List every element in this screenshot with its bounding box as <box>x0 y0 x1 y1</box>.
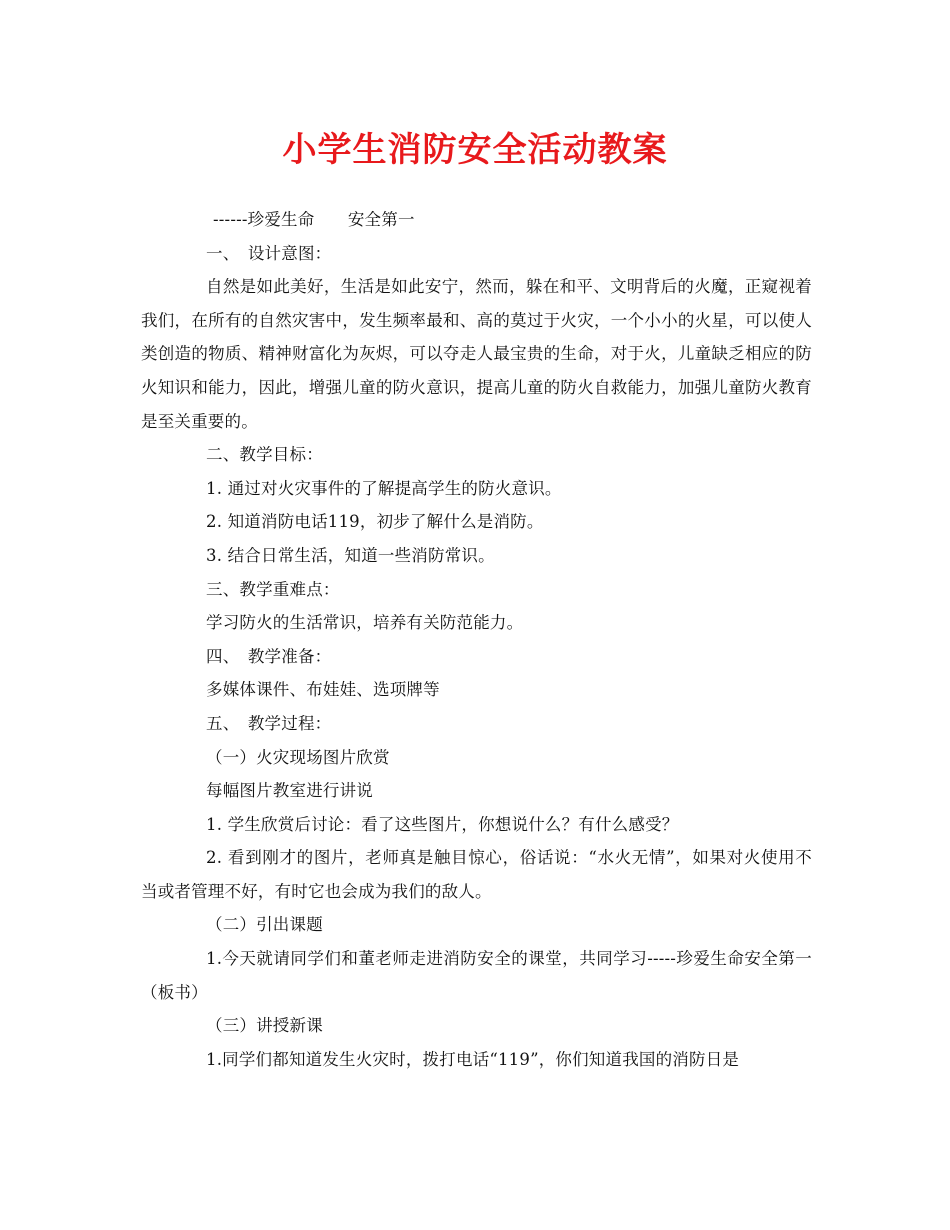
paragraph: （一）火灾现场图片欣赏 <box>206 747 390 767</box>
paragraph: 多媒体课件、布娃娃、选项牌等 <box>206 680 440 700</box>
paragraph: 五、 教学过程： <box>206 713 332 733</box>
paragraph: 每幅图片教室进行讲说 <box>206 781 373 801</box>
paragraph: 1.同学们都知道发生火灾时，拨打电话“119”，你们知道我国的消防日是 <box>206 1049 740 1069</box>
paragraph: 四、 教学准备： <box>206 646 332 666</box>
paragraph: 1. 学生欣赏后讨论：看了这些图片，你想说什么？有什么感受？ <box>206 814 679 834</box>
paragraph: 二、教学目标： <box>206 445 323 465</box>
paragraph: （三）讲授新课 <box>206 1016 323 1036</box>
paragraph: 一、 设计意图： <box>206 243 332 263</box>
paragraph: 学习防火的生活常识，培养有关防范能力。 <box>206 613 524 633</box>
paragraph: 1.今天就请同学们和董老师走进消防安全的课堂，共同学习-----珍爱生命安全第一（板书） <box>141 949 812 1002</box>
paragraph: 三、教学重难点： <box>206 579 340 599</box>
paragraph: 自然是如此美好，生活是如此安宁，然而，躲在和平、文明背后的火魔，正窥视着我们，在所有的自然灾害中，发生频率最和、高的莫过于火灾，一个小小的火星，可以使人类创造的物质、精神财富化为灰烬，可以夺走人最宝贵的生命，对于火，儿童缺乏相应的防火知识和能力，因此，增强儿童的防火意识，提高儿童的防火自救能力，加强儿童防火教育是至关重要的。 <box>141 277 812 431</box>
paragraph: 3. 结合日常生活，知道一些消防常识。 <box>206 545 495 565</box>
document-title: 小学生消防安全活动教案 <box>282 130 668 170</box>
paragraph: 2. 知道消防电话119，初步了解什么是消防。 <box>206 512 544 532</box>
paragraph: ------珍爱生命 安全第一 <box>213 210 415 229</box>
document-body <box>141 203 812 1076</box>
paragraph: 2. 看到刚才的图片，老师真是触目惊心，俗话说：“水火无情”，如果对火使用不当或者管理不好，有时它也会成为我们的敌人。 <box>141 848 812 901</box>
paragraph: （二）引出课题 <box>206 915 323 935</box>
paragraph: 1. 通过对火灾事件的了解提高学生的防火意识。 <box>206 478 562 498</box>
